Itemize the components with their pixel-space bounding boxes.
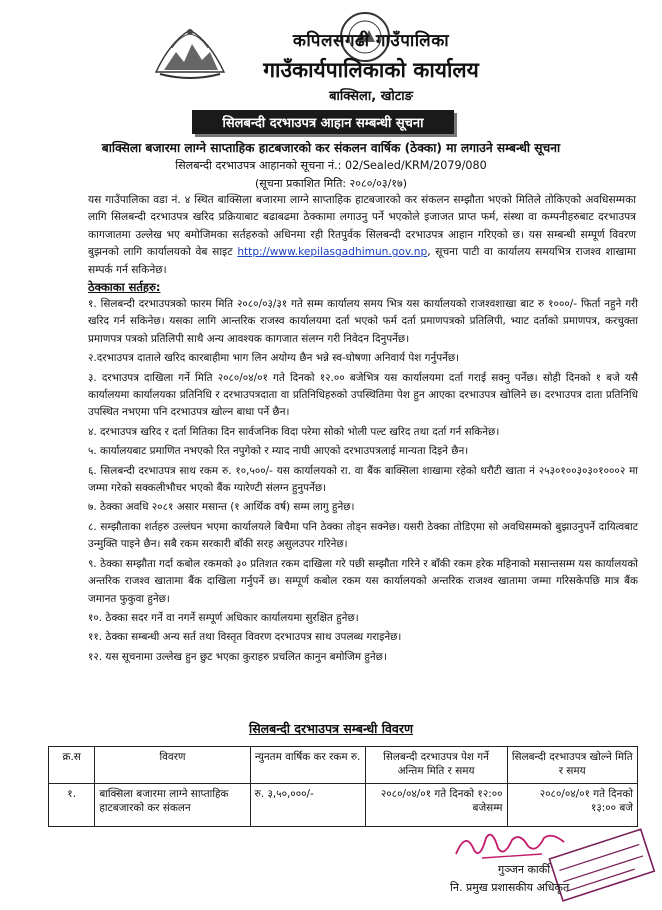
table-cell: बाक्सिला बजारमा लाग्ने साप्ताहिक हाटबजारको कर संकलन: [95, 784, 250, 827]
office-address: बाक्सिला, खोटाङ: [329, 89, 413, 104]
table-heading: सिलबन्दी दरभाउपत्र सम्बन्धी विवरण: [248, 721, 414, 736]
term-item: १. सिलबन्दी दरभाउपत्रको फारम मिति २०८०/०३/३१ गते सम्म कार्यालय समय भित्र यस कार्यालयको राजश्वशाखा बाट रु १०००/- फिर्ता नहुने गरी खरिद गर्न सकिनेछ। यसका लागि आन्तरिक राजस्व कार्यालयमा दर्ता भएको फर्म दर्ता प्रमाणपत्रको प्रतिलिपी, भ्याट दर्ताको प्रमाणपत्र, करचुक्ता प्रमाणपत्र पत्रको प्रतिलिपी साथै अन्य आवश्यक कागजात संलग्न गरी निवेदन दिनुपर्नेछ।: [88, 298, 638, 345]
term-item: १०. ठेक्का सदर गर्ने वा नगर्ने सम्पूर्ण अधिकार कार्यालयमा सुरक्षित हुनेछ।: [88, 611, 359, 624]
table-cell: २०८०/०४/०१ गते दिनको १२:०० बजेसम्म: [365, 784, 507, 827]
term-item: ४. दरभाउपत्र खरिद र दर्ता मितिका दिन सार्वजनिक विदा परेमा सोको भोली पल्ट खरिद तथा दर्ता गर्न सकिनेछ।: [88, 425, 500, 438]
municipality-name: कपिलसगढी गाउँपालिका: [292, 31, 450, 51]
tender-details-table: [48, 746, 638, 827]
table-cell: २०८०/०४/०१ गते दिनको १३:०० बजे: [507, 784, 637, 827]
table-row: [49, 784, 638, 827]
signer-title: नि. प्रमुख प्रशासकीय अधिकृत: [450, 881, 570, 894]
table-cell: रु. ३,५०,०००/-: [250, 784, 365, 827]
intro-tail: , सूचना पाटी वा कार्यालय समयभित्र राजश्व शाखामा सम्पर्क गर्न सकिनेछ।: [88, 246, 637, 276]
office-name: गाउँकार्यपालिकाको कार्यालय: [263, 58, 479, 82]
table-header-cell: न्युनतम वार्षिक कर रकम रु.: [250, 747, 365, 784]
term-item: ६. सिलबन्दी दरभाउपत्र साथ रकम रु. १०,५००/- यस कार्यालयको रा. वा बैंक बाक्सिला शाखामा रहेको धरौटी खाता नं २५३०१००३०३०१०००२ मा जम्मा गरेको सक्कलीभौचर भएको बैंक ग्यारेण्टी संलग्न हुनुपर्नेछ।: [88, 464, 638, 495]
term-item: ५. कार्यालयबाट प्रमाणित नभएको रित नपुगेको र म्याद नाघी आएको दरभाउपत्रलाई मान्यता दिइने छैन।: [88, 445, 469, 458]
terms-list: [88, 296, 638, 668]
intro-paragraph: [88, 192, 636, 279]
notice-reference: सिलबन्दी दरभाउपत्र आहानको सूचना नं.: 02/Sealed/KRM/2079/080: [175, 159, 487, 172]
term-item: ७. ठेक्का अवधि २०८१ असार मसान्त (१ आर्थिक वर्ष) सम्म लागु हुनेछ।: [88, 501, 355, 514]
publish-date: (सूचना प्रकाशित मिति: २०८०/०३/१७): [254, 177, 408, 190]
intro-text: यस गाउँपालिका वडा नं. ४ स्थित बाक्सिला बजारमा लाग्ने साप्ताहिक हाटबजारको कर संकलन सम्झौता भएको मितिले तोकिएको अवधिसम्मका लागि सिलबन्दी दरभाउपत्र खरिद प्रक्रियाबाट बढाबढमा ठेक्कामा लगाउनु पर्ने भएकोले इजाजत प्राप्त फर्म, संस्था वा कम्पनीहरुबाट दरभाउपत्र कागजातमा उल्लेख भए बमोजिमका सर्तहरुको अधिनमा रही रितपुर्वक सिलबन्दी दरभाउपत्र आहान गरिएको छ। यस सम्बन्धी सम्पूर्ण विवरण बुझनको लागि कार्यालयको वेब साइट: [88, 194, 636, 259]
table-header-cell: विवरण: [95, 747, 250, 784]
term-item: ८. सम्झौताका शर्तहरु उल्लंघन भएमा कार्यालयले बिचैमा पनि ठेक्का तोड्न सक्नेछ। यसरी ठेक्का तोडिएमा सो अवधिसम्मको बुझाउनुपर्ने दायित्वबाट उन्मुक्ति पाइने छैन। सबै रकम सरकारी बाँकी सरह असुलउपर गरिनेछ।: [88, 520, 638, 551]
term-item: ३. दरभाउपत्र दाखिला गर्ने मिति २०८०/०४/०१ गते दिनको १२.०० बजेभित्र यस कार्यालयमा दर्ता गराई सक्नु पर्नेछ। सोही दिनको १ बजे यसै कार्यालयमा कार्यालयका प्रतिनिधि र दरभाउपत्रदाता वा प्रतिनिधिहरुको उपस्थितिमा पेश हुन आएका दरभाउपत्र खोलिने छ। दरभाउपत्र दाता प्रतिनिधि उपस्थित नभएमा पनि दरभाउपत्र खोल्न बाधा पर्ने छैन।: [88, 371, 638, 419]
signer-name: गुञ्जन कार्की: [498, 863, 551, 876]
term-item: १२. यस सूचनामा उल्लेख हुन छुट भएका कुराहरु प्रचलित कानुन बमोजिम हुनेछ।: [88, 650, 387, 663]
table-header-cell: सिलबन्दी दरभाउपत्र पेश गर्ने अन्तिम मिति र समय: [365, 747, 507, 784]
table-cell: १.: [49, 784, 95, 827]
table-header-row: [49, 747, 638, 784]
term-item: ११. ठेक्का सम्बन्धी अन्य सर्त तथा विस्तृत विवरण दरभाउपत्र साथ उपलब्ध गराइनेछ।: [88, 631, 402, 644]
table-header-cell: क्र.स: [49, 747, 95, 784]
table-header-cell: सिलबन्दी दरभाउपत्र खोल्ने मिति र समय: [507, 747, 637, 784]
notice-title-banner: सिलबन्दी दरभाउपत्र आहान सम्बन्धी सूचना: [192, 110, 454, 134]
term-item: ९. ठेक्का सम्झौता गर्दा कबोल रकमको ३० प्रतिशत रकम दाखिला गरे पछी सम्झौता गरिने र बाँकी रकम हरेक महिनाको मसान्तसम्म यस कार्यालयको अन्तरिक राजश्व खातामा बैंक दाखिला गर्नुपर्ने छ। सम्पूर्ण कबोल रकम यस कार्यालयको अन्तरिक राजश्व खातामा जम्मा गरिसकेपछि मात्र बैंक जमानत फुकुवा हुनेछ।: [88, 557, 638, 605]
terms-heading: ठेक्काका सर्तहरु:: [88, 280, 161, 294]
term-item: २.दरभाउपत्र दाताले खरिद कारबाहीमा भाग लिन अयोग्य छैन भन्ने स्व-घोषणा अनिवार्य पेश गर्नुपर्नेछ।: [88, 352, 460, 365]
notice-subject: बाक्सिला बजारमा लाग्ने साप्ताहिक हाटबजारको कर संकलन वार्षिक (ठेक्का) मा लगाउने सम्बन्धी सूचना: [101, 141, 561, 155]
website-link[interactable]: http://www.kepilasgadhimun.gov.np: [237, 246, 428, 259]
